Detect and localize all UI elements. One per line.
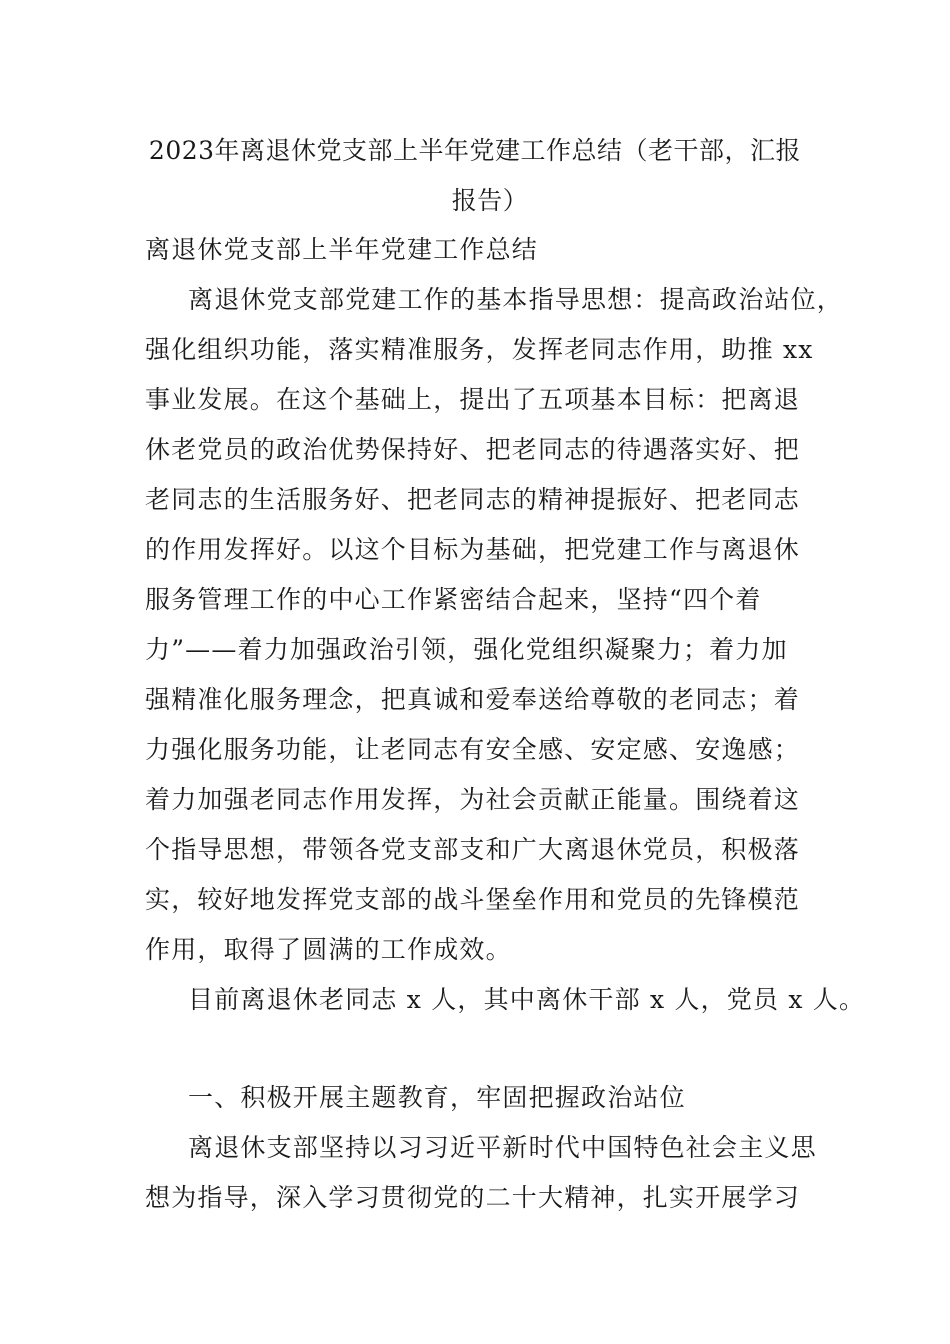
paragraph-1-line: 作用，取得了圆满的工作成效。 — [145, 935, 512, 964]
paragraph-1-line: 休老党员的政治优势保持好、把老同志的待遇落实好、把 — [145, 435, 801, 464]
section-1-heading: 一、积极开展主题教育，牢固把握政治站位 — [188, 1083, 686, 1112]
paragraph-2: 目前离退休老同志 x 人，其中离休干部 x 人，党员 x 人。 — [188, 985, 866, 1014]
paragraph-1-line: 强精准化服务理念，把真诚和爱奉送给尊敬的老同志；着 — [145, 685, 801, 714]
paragraph-3-line: 离退休支部坚持以习习近平新时代中国特色社会主义思 — [188, 1133, 817, 1162]
paragraph-1-line: 个指导思想，带领各党支部支和广大离退休党员，积极落 — [145, 835, 801, 864]
paragraph-1-line: 离退休党支部党建工作的基本指导思想：提高政治站位， — [188, 285, 844, 314]
paragraph-1-line: 力强化服务功能，让老同志有安全感、安定感、安逸感； — [145, 735, 801, 764]
document-subtitle: 离退休党支部上半年党建工作总结 — [145, 235, 539, 264]
paragraph-1-line: 事业发展。在这个基础上，提出了五项基本目标：把离退 — [145, 385, 801, 414]
paragraph-1-line: 着力加强老同志作用发挥，为社会贡献正能量。围绕着这 — [145, 785, 801, 814]
paragraph-1-line: 老同志的生活服务好、把老同志的精神提振好、把老同志 — [145, 485, 801, 514]
paragraph-1-line: 的作用发挥好。以这个目标为基础，把党建工作与离退休 — [145, 535, 801, 564]
paragraph-1-line: 强化组织功能，落实精准服务，发挥老同志作用，助推 xx — [145, 335, 814, 364]
document-title-line-1: 2023年离退休党支部上半年党建工作总结（老干部，汇报 — [148, 136, 802, 165]
paragraph-1-line: 服务管理工作的中心工作紧密结合起来，坚持“四个着 — [145, 585, 762, 614]
paragraph-1-line: 实，较好地发挥党支部的战斗堡垒作用和党员的先锋模范 — [145, 885, 801, 914]
document-title-line-2: 报告） — [451, 186, 529, 215]
paragraph-1-line: 力”——着力加强政治引领，强化党组织凝聚力；着力加 — [145, 635, 788, 664]
paragraph-3-line: 想为指导，深入学习贯彻党的二十大精神，扎实开展学习 — [145, 1183, 801, 1212]
